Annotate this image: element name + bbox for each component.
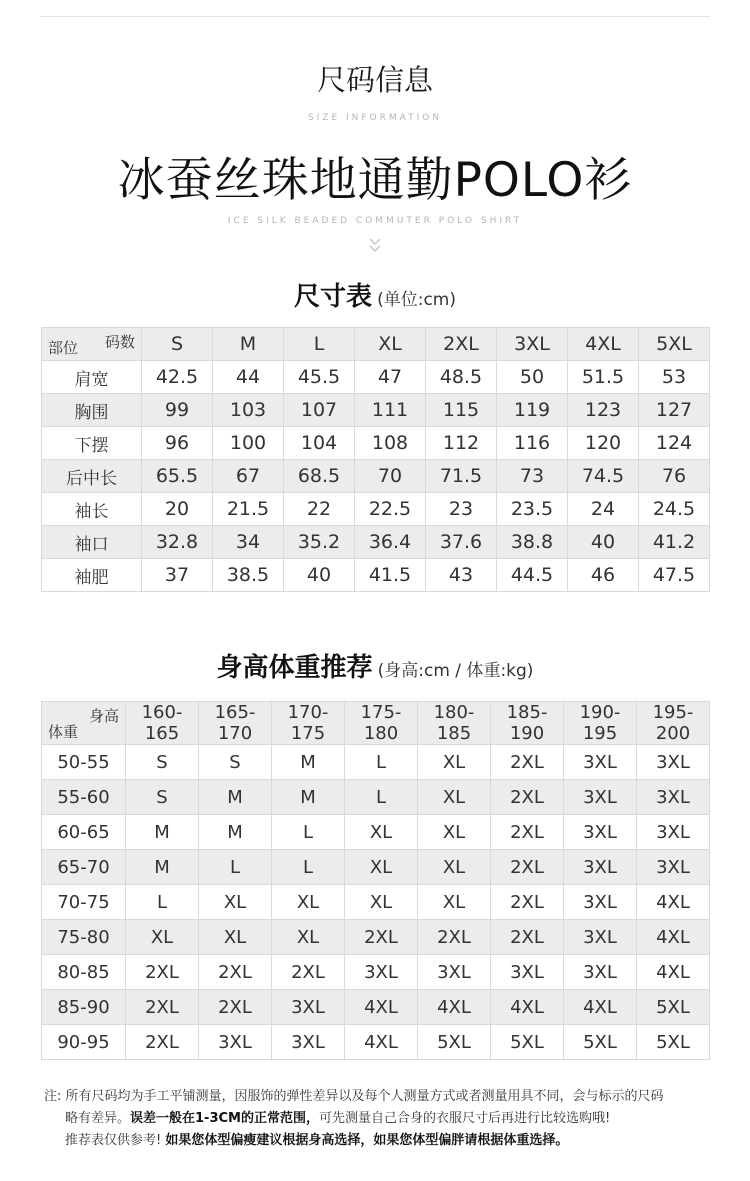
size-chart-table bbox=[41, 327, 710, 592]
column-header: M bbox=[213, 328, 284, 361]
table-cell: M bbox=[272, 745, 345, 780]
table-cell: XL bbox=[418, 885, 491, 920]
table-cell: XL bbox=[345, 815, 418, 850]
table-cell: 76 bbox=[639, 460, 710, 493]
table-cell: L bbox=[345, 780, 418, 815]
table-cell: M bbox=[199, 815, 272, 850]
row-label: 80-85 bbox=[42, 955, 126, 990]
corner-bottom-label: 体重 bbox=[48, 723, 79, 741]
corner-bottom-label: 部位 bbox=[48, 339, 79, 357]
table-cell: 37 bbox=[142, 559, 213, 592]
table-cell: 3XL bbox=[199, 1025, 272, 1060]
table-cell: 111 bbox=[355, 394, 426, 427]
table-row bbox=[42, 920, 710, 955]
table-cell: 40 bbox=[284, 559, 355, 592]
table-cell: 3XL bbox=[564, 920, 637, 955]
table-cell: XL bbox=[418, 815, 491, 850]
table-cell: 5XL bbox=[418, 1025, 491, 1060]
size-chart-title-text: 尺寸表 bbox=[293, 282, 372, 312]
table-cell: M bbox=[272, 780, 345, 815]
column-header: L bbox=[284, 328, 355, 361]
table-cell: 71.5 bbox=[426, 460, 497, 493]
column-header: 4XL bbox=[568, 328, 639, 361]
notes bbox=[44, 1086, 724, 1152]
table-cell: XL bbox=[418, 850, 491, 885]
column-header: 180-185 bbox=[418, 702, 491, 745]
table-cell: 74.5 bbox=[568, 460, 639, 493]
table-row bbox=[42, 850, 710, 885]
recommend-chart-title bbox=[0, 647, 750, 684]
table-cell: 65.5 bbox=[142, 460, 213, 493]
table-cell: 44.5 bbox=[497, 559, 568, 592]
table-cell: S bbox=[199, 745, 272, 780]
table-row bbox=[42, 526, 710, 559]
column-header: 190-195 bbox=[564, 702, 637, 745]
table-cell: 3XL bbox=[272, 1025, 345, 1060]
column-header: 2XL bbox=[426, 328, 497, 361]
table-cell: 4XL bbox=[637, 920, 710, 955]
table-cell: 5XL bbox=[637, 1025, 710, 1060]
recommend-chart-title-text: 身高体重推荐 bbox=[216, 653, 373, 683]
product-title-en: ICE SILK BEADED COMMUTER POLO SHIRT bbox=[227, 216, 523, 226]
table-cell: 2XL bbox=[418, 920, 491, 955]
section-heading: 尺码信息 bbox=[316, 63, 433, 97]
table-cell: 123 bbox=[568, 394, 639, 427]
table-cell: 50 bbox=[497, 361, 568, 394]
table-cell: 32.8 bbox=[142, 526, 213, 559]
table-cell: 124 bbox=[639, 427, 710, 460]
table-cell: M bbox=[126, 850, 199, 885]
note-line-3 bbox=[44, 1130, 724, 1152]
table-cell: 3XL bbox=[564, 885, 637, 920]
row-label: 袖肥 bbox=[42, 559, 142, 592]
note-line-3-a: 推荐表仅供参考! bbox=[65, 1133, 166, 1148]
table-cell: 48.5 bbox=[426, 361, 497, 394]
table-cell: 127 bbox=[639, 394, 710, 427]
table-cell: 2XL bbox=[199, 955, 272, 990]
table-cell: L bbox=[272, 850, 345, 885]
table-cell: 43 bbox=[426, 559, 497, 592]
table-cell: 4XL bbox=[345, 1025, 418, 1060]
table-cell: 47.5 bbox=[639, 559, 710, 592]
table-cell: 2XL bbox=[491, 850, 564, 885]
column-header: 165-170 bbox=[199, 702, 272, 745]
column-header: 5XL bbox=[639, 328, 710, 361]
table-cell: 45.5 bbox=[284, 361, 355, 394]
table-row bbox=[42, 427, 710, 460]
table-cell: S bbox=[126, 780, 199, 815]
table-cell: 2XL bbox=[491, 780, 564, 815]
row-label: 75-80 bbox=[42, 920, 126, 955]
top-divider bbox=[40, 16, 710, 17]
note-line-2-b: 误差一般在1-3CM的正常范围， bbox=[130, 1111, 319, 1126]
table-cell: 51.5 bbox=[568, 361, 639, 394]
table-cell: 3XL bbox=[564, 955, 637, 990]
table-cell: 5XL bbox=[564, 1025, 637, 1060]
table-cell: 41.2 bbox=[639, 526, 710, 559]
table-cell: 38.5 bbox=[213, 559, 284, 592]
table-header-row bbox=[42, 328, 710, 361]
product-title: 冰蚕丝珠地通勤POLO衫 bbox=[117, 153, 633, 208]
row-label: 50-55 bbox=[42, 745, 126, 780]
row-label: 后中长 bbox=[42, 460, 142, 493]
table-cell: 24 bbox=[568, 493, 639, 526]
table-cell: L bbox=[126, 885, 199, 920]
row-label: 90-95 bbox=[42, 1025, 126, 1060]
table-cell: XL bbox=[418, 745, 491, 780]
table-cell: 120 bbox=[568, 427, 639, 460]
table-cell: XL bbox=[199, 885, 272, 920]
table-cell: 4XL bbox=[418, 990, 491, 1025]
table-cell: 3XL bbox=[564, 815, 637, 850]
row-label: 袖口 bbox=[42, 526, 142, 559]
table-cell: 107 bbox=[284, 394, 355, 427]
table-cell: 24.5 bbox=[639, 493, 710, 526]
table-cell: 5XL bbox=[637, 990, 710, 1025]
table-row bbox=[42, 780, 710, 815]
table-cell: 3XL bbox=[637, 745, 710, 780]
table-row bbox=[42, 1025, 710, 1060]
table-header-row bbox=[42, 702, 710, 745]
table-cell: 3XL bbox=[637, 850, 710, 885]
table-cell: 35.2 bbox=[284, 526, 355, 559]
table-cell: 3XL bbox=[491, 955, 564, 990]
column-header: XL bbox=[355, 328, 426, 361]
table-cell: 37.6 bbox=[426, 526, 497, 559]
note-line-2-c: 可先测量自己合身的衣服尺寸后再进行比较选购哦! bbox=[318, 1111, 611, 1126]
table-cell: 67 bbox=[213, 460, 284, 493]
column-header: 195-200 bbox=[637, 702, 710, 745]
table-row bbox=[42, 559, 710, 592]
table-cell: 3XL bbox=[564, 850, 637, 885]
table-cell: 2XL bbox=[491, 745, 564, 780]
table-cell: 4XL bbox=[564, 990, 637, 1025]
table-cell: 4XL bbox=[345, 990, 418, 1025]
table-row bbox=[42, 885, 710, 920]
row-label: 胸围 bbox=[42, 394, 142, 427]
column-header: 3XL bbox=[497, 328, 568, 361]
table-cell: 99 bbox=[142, 394, 213, 427]
corner-top-label: 身高 bbox=[88, 707, 119, 725]
table-cell: 5XL bbox=[491, 1025, 564, 1060]
table-cell: 4XL bbox=[637, 885, 710, 920]
table-row bbox=[42, 361, 710, 394]
row-label: 下摆 bbox=[42, 427, 142, 460]
table-cell: XL bbox=[126, 920, 199, 955]
table-cell: 4XL bbox=[637, 955, 710, 990]
row-label: 85-90 bbox=[42, 990, 126, 1025]
row-label: 袖长 bbox=[42, 493, 142, 526]
table-cell: 46 bbox=[568, 559, 639, 592]
table-cell: 21.5 bbox=[213, 493, 284, 526]
table-cell: 38.8 bbox=[497, 526, 568, 559]
table-cell: L bbox=[272, 815, 345, 850]
table-cell: 73 bbox=[497, 460, 568, 493]
recommend-chart-unit: (身高:cm / 体重:kg) bbox=[377, 661, 534, 681]
table-cell: 53 bbox=[639, 361, 710, 394]
table-cell: 2XL bbox=[126, 990, 199, 1025]
table-cell: 23 bbox=[426, 493, 497, 526]
row-label: 70-75 bbox=[42, 885, 126, 920]
table-row bbox=[42, 990, 710, 1025]
table-cell: 116 bbox=[497, 427, 568, 460]
recommend-chart-table bbox=[41, 701, 710, 1060]
table-cell: 103 bbox=[213, 394, 284, 427]
table-cell: 3XL bbox=[418, 955, 491, 990]
table-row bbox=[42, 955, 710, 990]
table-cell: XL bbox=[199, 920, 272, 955]
chevron-down-icon bbox=[367, 236, 383, 256]
row-label: 60-65 bbox=[42, 815, 126, 850]
corner-top-label: 码数 bbox=[104, 333, 135, 351]
table-cell: 4XL bbox=[491, 990, 564, 1025]
note-line-2 bbox=[44, 1108, 724, 1130]
section-heading-en: SIZE INFORMATION bbox=[307, 113, 443, 123]
table-cell: 36.4 bbox=[355, 526, 426, 559]
table-cell: 70 bbox=[355, 460, 426, 493]
table-cell: XL bbox=[345, 885, 418, 920]
table-cell: 2XL bbox=[126, 955, 199, 990]
table-cell: 3XL bbox=[345, 955, 418, 990]
column-header: 160-165 bbox=[126, 702, 199, 745]
column-header: S bbox=[142, 328, 213, 361]
size-chart-unit: (单位:cm) bbox=[377, 290, 456, 310]
table-cell: 104 bbox=[284, 427, 355, 460]
note-line-3-b: 如果您体型偏瘦建议根据身高选择，如果您体型偏胖请根据体重选择。 bbox=[165, 1133, 569, 1148]
table-cell: 119 bbox=[497, 394, 568, 427]
table-cell: M bbox=[199, 780, 272, 815]
column-header: 175-180 bbox=[345, 702, 418, 745]
table-cell: 47 bbox=[355, 361, 426, 394]
table-cell: 2XL bbox=[199, 990, 272, 1025]
table-cell: 20 bbox=[142, 493, 213, 526]
table-row bbox=[42, 815, 710, 850]
table-cell: M bbox=[126, 815, 199, 850]
table-cell: 22.5 bbox=[355, 493, 426, 526]
table-cell: XL bbox=[345, 850, 418, 885]
table-cell: XL bbox=[272, 920, 345, 955]
table-cell: 42.5 bbox=[142, 361, 213, 394]
row-label: 55-60 bbox=[42, 780, 126, 815]
table-cell: XL bbox=[272, 885, 345, 920]
table-cell: 40 bbox=[568, 526, 639, 559]
table-cell: 100 bbox=[213, 427, 284, 460]
note-line-1: 注: 所有尺码均为手工平铺测量，因服饰的弹性差异以及每个人测量方式或者测量用具不同，会与标示的尺码 bbox=[44, 1089, 664, 1104]
table-row bbox=[42, 460, 710, 493]
table-cell: XL bbox=[418, 780, 491, 815]
table-row bbox=[42, 493, 710, 526]
row-label: 肩宽 bbox=[42, 361, 142, 394]
table-corner-cell bbox=[42, 702, 126, 745]
note-line-2-a: 略有差异。 bbox=[65, 1111, 131, 1126]
table-row bbox=[42, 394, 710, 427]
row-label: 65-70 bbox=[42, 850, 126, 885]
table-cell: 3XL bbox=[637, 780, 710, 815]
table-corner-cell bbox=[42, 328, 142, 361]
column-header: 185-190 bbox=[491, 702, 564, 745]
table-cell: L bbox=[345, 745, 418, 780]
table-cell: 115 bbox=[426, 394, 497, 427]
table-cell: 96 bbox=[142, 427, 213, 460]
table-cell: 3XL bbox=[564, 745, 637, 780]
size-chart-title bbox=[0, 276, 750, 313]
table-cell: 2XL bbox=[345, 920, 418, 955]
table-cell: 3XL bbox=[637, 815, 710, 850]
table-cell: 112 bbox=[426, 427, 497, 460]
table-cell: S bbox=[126, 745, 199, 780]
table-cell: 2XL bbox=[491, 815, 564, 850]
table-cell: 23.5 bbox=[497, 493, 568, 526]
table-cell: 44 bbox=[213, 361, 284, 394]
table-cell: 2XL bbox=[491, 885, 564, 920]
table-cell: 68.5 bbox=[284, 460, 355, 493]
table-cell: 3XL bbox=[564, 780, 637, 815]
table-cell: 2XL bbox=[272, 955, 345, 990]
table-cell: 108 bbox=[355, 427, 426, 460]
table-cell: 3XL bbox=[272, 990, 345, 1025]
table-cell: 2XL bbox=[491, 920, 564, 955]
table-cell: 22 bbox=[284, 493, 355, 526]
table-cell: 41.5 bbox=[355, 559, 426, 592]
table-cell: 34 bbox=[213, 526, 284, 559]
column-header: 170-175 bbox=[272, 702, 345, 745]
table-cell: 2XL bbox=[126, 1025, 199, 1060]
table-cell: L bbox=[199, 850, 272, 885]
table-row bbox=[42, 745, 710, 780]
